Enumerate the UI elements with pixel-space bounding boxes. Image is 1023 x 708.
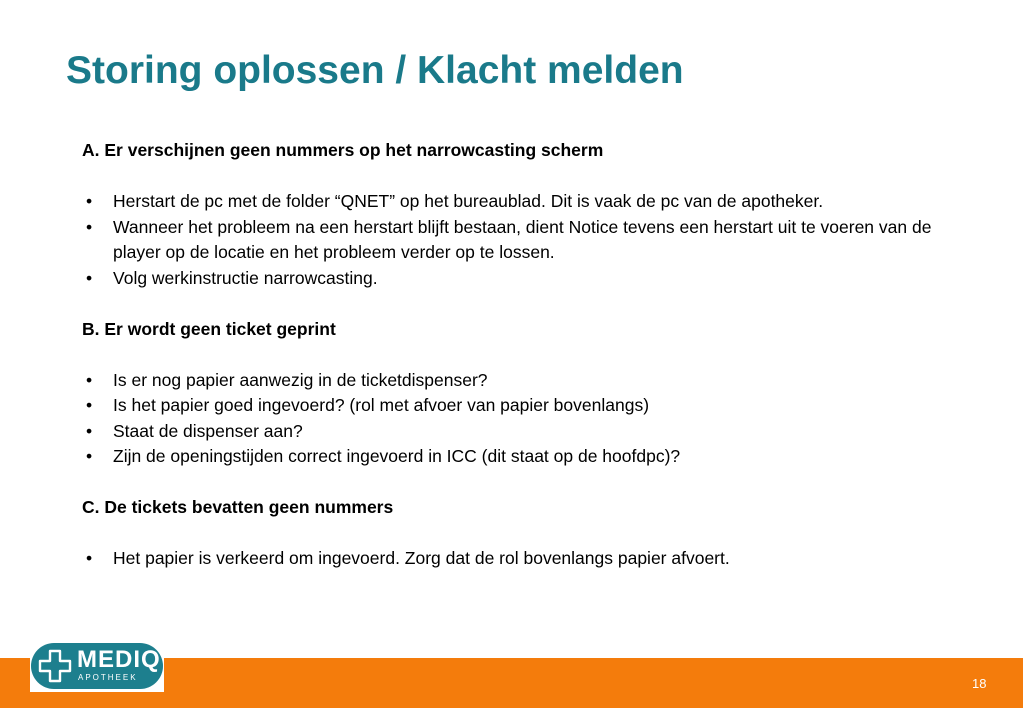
mediq-cross-icon bbox=[37, 648, 73, 684]
section-b-heading: B. Er wordt geen ticket geprint bbox=[82, 318, 336, 339]
list-item bbox=[82, 266, 942, 292]
slide-content bbox=[82, 138, 942, 572]
list-item-text: Zijn de openingstijden correct ingevoerd in ICC (dit staat op de hoofdpc)? bbox=[113, 446, 681, 466]
list-item-text: Het papier is verkeerd om ingevoerd. Zorg dat de rol bovenlangs papier afvoert. bbox=[113, 548, 730, 568]
logo-badge bbox=[31, 643, 163, 689]
logo-name: MEDIQ bbox=[77, 646, 161, 673]
list-item-text: Is het papier goed ingevoerd? (rol met afvoer van papier bovenlangs) bbox=[113, 395, 650, 415]
list-item bbox=[82, 368, 942, 394]
section-a-heading: A. Er verschijnen geen nummers op het narrowcasting scherm bbox=[82, 140, 604, 160]
list-item-text: Volg werkinstructie narrowcasting. bbox=[113, 267, 378, 288]
list-item-text: Is er nog papier aanwezig in de ticketdispenser? bbox=[113, 369, 488, 390]
bullet-icon: • bbox=[86, 369, 93, 390]
bullet-icon: • bbox=[86, 216, 93, 237]
bullet-icon: • bbox=[86, 267, 93, 288]
slide-title: Storing oplossen / Klacht melden bbox=[66, 49, 684, 92]
list-item bbox=[82, 215, 942, 266]
list-item bbox=[82, 419, 942, 445]
page-number: 18 bbox=[972, 676, 987, 691]
list-item-text: Staat de dispenser aan? bbox=[113, 420, 303, 441]
list-item-text: Herstart de pc met de folder “QNET” op het bureaublad. Dit is vaak de pc van de apotheker. bbox=[113, 191, 824, 211]
bullet-icon: • bbox=[86, 395, 93, 415]
bullet-icon: • bbox=[86, 446, 93, 466]
section-c-heading: C. De tickets bevatten geen nummers bbox=[82, 497, 394, 517]
list-item bbox=[82, 546, 942, 572]
list-item bbox=[82, 444, 942, 470]
bullet-icon: • bbox=[86, 191, 93, 211]
logo-subtitle: APOTHEEK bbox=[78, 673, 138, 682]
bullet-icon: • bbox=[86, 548, 93, 568]
mediq-logo bbox=[30, 642, 164, 692]
list-item bbox=[82, 189, 942, 215]
bullet-icon: • bbox=[86, 420, 93, 441]
list-item-text: Wanneer het probleem na een herstart blijft bestaan, dient Notice tevens een herstart uit te voeren van de player op de locatie en het probleem verder op te lossen. bbox=[113, 216, 932, 262]
list-item bbox=[82, 393, 942, 419]
